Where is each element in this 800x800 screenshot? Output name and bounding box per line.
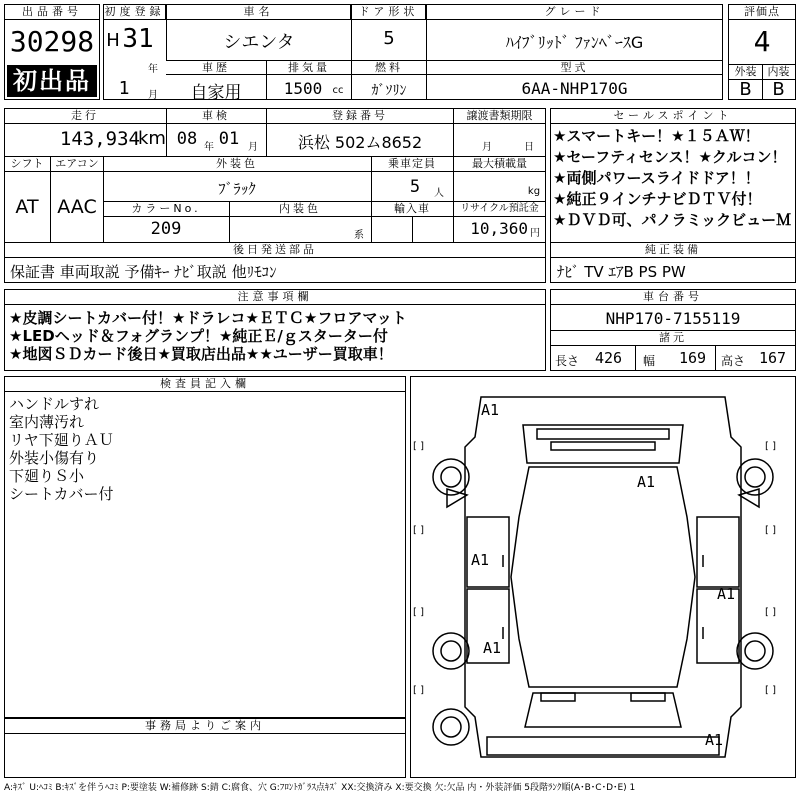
displacement-value: 1500: [283, 79, 323, 98]
inspector-line: 室内薄汚れ: [9, 413, 85, 431]
notes-box: [4, 289, 546, 371]
front-grille: [537, 429, 669, 439]
sales-point-line: ★ＤＶＤ可、パノラミックビューＭ: [553, 211, 792, 229]
plate-label: 登録番号: [332, 109, 388, 122]
sales-points-box: [550, 108, 796, 283]
car-outline-diagram: [411, 377, 795, 777]
fuel-value: ｶﾞｿﾘﾝ: [371, 83, 407, 99]
shift-value: AT: [15, 196, 39, 218]
first-reg-era: H: [106, 30, 120, 51]
width-value: 169: [679, 349, 707, 367]
bracket-marker: [ ]: [765, 441, 776, 452]
plate-value: 浜松 502ム8652: [297, 133, 423, 152]
transfer-day-unit: 日: [524, 142, 534, 153]
first-reg-year: 31: [122, 24, 154, 54]
left-mirror: [447, 489, 467, 507]
sales-point-line: ★スマートキー！★１５ＡＷ！: [553, 127, 760, 145]
interior-score: B: [772, 79, 785, 100]
bracket-marker: [ ]: [765, 685, 776, 696]
mileage-label: 走行: [71, 109, 99, 122]
inspection-label: 車検: [202, 109, 230, 122]
first-reg-month-unit: 月: [148, 90, 158, 101]
front-windshield: [523, 425, 683, 463]
spare-wheel: [433, 709, 469, 745]
history-label: 車歴: [202, 61, 230, 74]
import-label: 輸入車: [394, 202, 430, 215]
inspection-month-unit: 月: [248, 142, 258, 153]
model-label: 型式: [560, 61, 589, 74]
note-line: ★皮調シートカバー付！★ドラレコ★ＥＴＣ★フロアマット: [9, 309, 407, 327]
rear-bumper: [487, 737, 719, 755]
cabin-roof: [511, 467, 695, 687]
length-label: 長さ: [555, 354, 580, 368]
damage-mark: A1: [637, 473, 656, 491]
chassis-value: NHP170-7155119: [605, 309, 741, 328]
capacity-label: 乗車定員: [388, 157, 436, 170]
equipment-label: 純正装備: [645, 243, 701, 256]
inspection-year: 08: [176, 129, 198, 149]
grade-value: ﾊｲﾌﾞﾘｯﾄﾞ ﾌｧﾝﾍﾞｰｽG: [505, 33, 644, 52]
bracket-marker: [ ]: [765, 525, 776, 536]
inspection-month: 01: [218, 129, 240, 149]
inspection-year-unit: 年: [204, 142, 214, 153]
exterior-score: B: [739, 79, 752, 100]
capacity-unit: 人: [434, 188, 444, 199]
displacement-unit: cc: [332, 85, 344, 96]
car-name: シエンタ: [223, 32, 295, 53]
office-box: [4, 718, 406, 778]
damage-diagram: [410, 376, 796, 778]
shift-label: シフト: [10, 157, 44, 170]
wheel-rear-left: [433, 633, 469, 669]
sales-point-line: ★純正９インチナビＤＴＶ付！: [553, 190, 762, 208]
height-label: 高さ: [721, 354, 746, 368]
door-label: ドア形状: [352, 5, 426, 20]
damage-mark: A1: [483, 639, 502, 657]
right-mirror: [739, 489, 759, 507]
inspector-line: 下廻りＳ小: [9, 467, 85, 485]
sales-point-line: ★セーフティセンス！★クルコン！: [553, 148, 787, 166]
ext-color-value: ﾌﾞﾗｯｸ: [218, 180, 256, 198]
note-line: ★地図ＳＤカード後日★買取店出品★★ユーザー買取車！: [9, 345, 393, 363]
history-value: 自家用: [190, 83, 242, 103]
chassis-box: [550, 289, 796, 371]
inspector-line: リヤ下廻りＡＵ: [9, 431, 114, 449]
recycle-value: 10,360: [470, 219, 528, 238]
wheel-rear-right: [737, 633, 773, 669]
mileage-value: 143,934: [59, 128, 140, 150]
car-body-outline: [465, 397, 741, 757]
damage-mark: A1: [481, 401, 500, 419]
first-reg-year-unit: 年: [148, 64, 158, 75]
interior-label: 内装: [767, 65, 790, 78]
recycle-unit: 円: [530, 228, 540, 239]
mileage-unit: km: [138, 128, 166, 149]
first-reg-month: 1: [118, 78, 130, 99]
ext-color-label: 外装色: [216, 157, 258, 170]
transfer-month-unit: 月: [482, 142, 492, 153]
ac-label: エアコン: [55, 157, 99, 170]
grade-label: グレード: [427, 5, 722, 20]
int-color-label: 内装色: [279, 202, 321, 215]
max-load-label: 最大積載量: [472, 157, 527, 170]
dimensions-label: 諸元: [659, 331, 687, 344]
transfer-label: 譲渡書類期限: [466, 109, 533, 122]
color-no-value: 209: [150, 219, 182, 239]
car-name-label: 車名: [167, 5, 351, 20]
lot-number-box: [4, 4, 100, 100]
later-parts-value: 保証書 車両取説 予備ｷｰ ﾅﾋﾞ取説 他ﾘﾓｺﾝ: [10, 263, 277, 281]
first-listing-badge: 初出品: [7, 65, 97, 97]
fuel-label: 燃料: [375, 61, 403, 74]
legend-footer: A:ｷｽﾞ U:ﾍｺﾐ B:ｷｽﾞを伴うﾍｺﾐ P:要塗装 W:補修跡 S:錆 C:腐食、穴 G:ﾌﾛﾝﾄｶﾞﾗｽ点ｷｽﾞ XX:交換済み X:要交換 欠:欠品 内・外装評価 5段階ﾗﾝｸ順(A･B･C･D･E) 1: [4, 783, 636, 793]
score-label: 評価点: [729, 5, 795, 20]
bracket-marker: [ ]: [413, 525, 424, 536]
sales-points-label: セールスポイント: [551, 109, 795, 124]
length-value: 426: [595, 349, 623, 367]
door-value: 5: [383, 28, 395, 49]
damage-mark: A1: [471, 551, 490, 569]
bracket-marker: [ ]: [413, 441, 424, 452]
inspector-line: シートカバー付: [9, 485, 114, 503]
later-parts-label: 後日発送部品: [233, 243, 317, 256]
rear-light-left: [541, 693, 575, 701]
displacement-label: 排気量: [288, 61, 330, 74]
chassis-label: 車台番号: [551, 290, 795, 305]
inspector-line: 外装小傷有り: [9, 449, 100, 467]
office-label: 事務局よりご案内: [5, 719, 405, 734]
int-color-unit: 系: [354, 230, 364, 241]
notes-label: 注意事項欄: [5, 290, 545, 305]
first-reg-label: 初度登録: [104, 5, 165, 18]
inspector-box: [4, 376, 406, 718]
ac-value: AAC: [57, 196, 97, 218]
damage-mark: A1: [705, 731, 724, 749]
rear-light-right: [631, 693, 665, 701]
width-label: 幅: [643, 354, 656, 368]
bracket-marker: [ ]: [413, 607, 424, 618]
exterior-label: 外装: [734, 65, 757, 78]
score-value: 4: [753, 25, 771, 58]
equipment-value: ﾅﾋﾞ TV ｴｱB PS PW: [557, 263, 686, 281]
inspector-line: ハンドルすれ: [9, 395, 100, 413]
sales-point-line: ★両側パワースライドドア！！: [553, 169, 760, 187]
bracket-marker: [ ]: [765, 607, 776, 618]
recycle-label: リサイクル預託金: [460, 203, 539, 214]
color-no-label: カラーNo.: [131, 202, 201, 215]
lot-label: 出品番号: [5, 5, 99, 20]
height-value: 167: [759, 349, 787, 367]
model-value: 6AA-NHP170G: [521, 79, 628, 98]
capacity-value: 5: [409, 177, 421, 197]
bracket-marker: [ ]: [413, 685, 424, 696]
max-load-unit: kg: [527, 186, 541, 197]
right-front-door: [697, 517, 739, 587]
damage-mark: A1: [717, 585, 736, 603]
inspector-label: 検査員記入欄: [5, 377, 405, 392]
lot-number: 30298: [9, 25, 95, 58]
rear-window: [525, 693, 681, 727]
note-line: ★LEDヘッド＆フォグランプ！★純正Ｅ/ｇスターター付: [9, 327, 388, 345]
score-box: [728, 4, 796, 100]
